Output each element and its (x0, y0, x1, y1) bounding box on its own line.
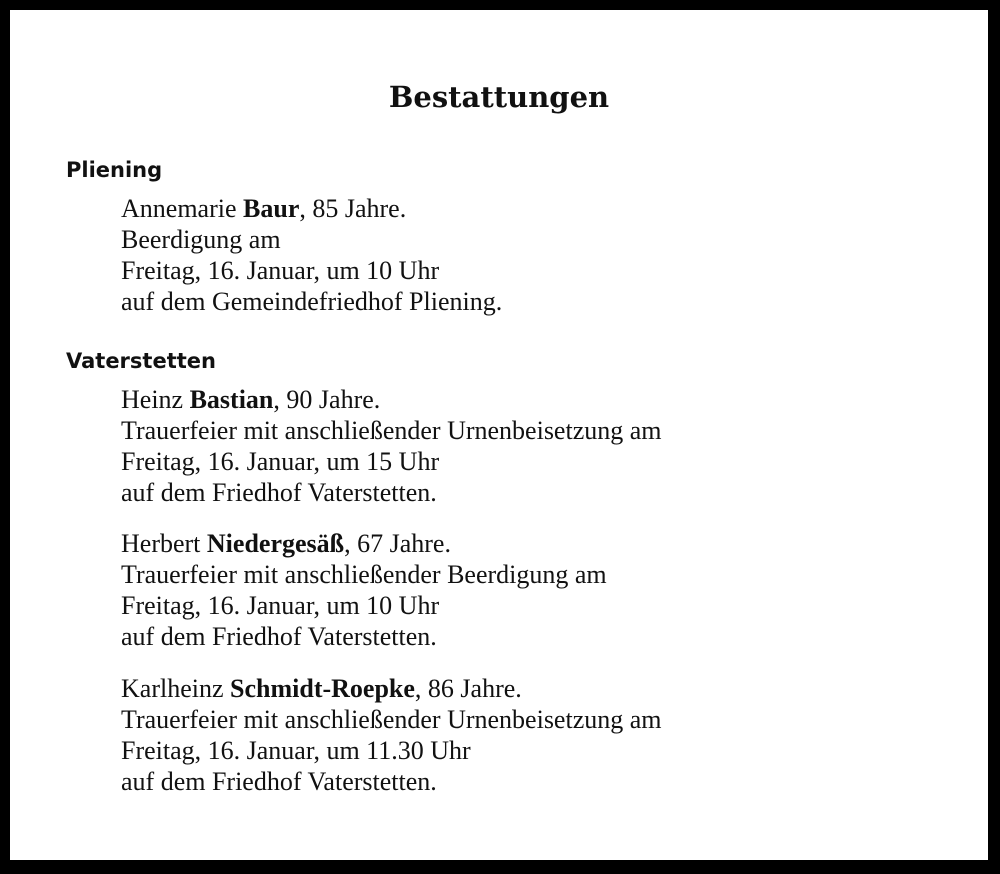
entry-date-time: Freitag, 16. Januar, um 10 Uhr (121, 256, 440, 285)
entry-location: auf dem Gemeindefriedhof Pliening. (121, 287, 503, 316)
entry-age: , 85 Jahre. (299, 194, 407, 223)
entry-location: auf dem Friedhof Vaterstetten. (121, 767, 437, 796)
entry-ceremony: Trauerfeier mit anschließender Urnenbeisetzung am (121, 416, 662, 445)
section-heading-pliening: Pliening (66, 158, 163, 182)
entry-name-line (121, 384, 662, 415)
obituary-notice-page (10, 10, 988, 860)
entry-last-name: Baur (243, 194, 300, 223)
entry-location: auf dem Friedhof Vaterstetten. (121, 622, 437, 651)
entry-name-line (121, 193, 502, 224)
entry-age: , 67 Jahre. (344, 529, 451, 558)
burial-entry-schmidt-roepke (121, 673, 662, 797)
entry-first-name: Heinz (121, 385, 184, 414)
entry-ceremony: Beerdigung am (121, 225, 281, 254)
entry-age: , 86 Jahre. (414, 674, 522, 703)
entry-ceremony: Trauerfeier mit anschließender Urnenbeisetzung am (121, 705, 662, 734)
entry-name-line (121, 528, 607, 559)
entry-date-time: Freitag, 16. Januar, um 11.30 Uhr (121, 736, 471, 765)
entry-last-name: Schmidt-Roepke (230, 674, 415, 703)
entry-last-name: Niedergesäß (206, 529, 345, 558)
entry-name-line (121, 673, 662, 704)
entry-last-name: Bastian (189, 385, 274, 414)
burial-entry-baur (121, 193, 502, 317)
section-heading-vaterstetten: Vaterstetten (66, 349, 216, 373)
entry-location: auf dem Friedhof Vaterstetten. (121, 478, 437, 507)
entry-age: , 90 Jahre. (273, 385, 381, 414)
entry-first-name: Herbert (121, 529, 201, 558)
entry-date-time: Freitag, 16. Januar, um 15 Uhr (121, 447, 440, 476)
burial-entry-niedergesaess (121, 528, 607, 652)
entry-first-name: Annemarie (121, 194, 237, 223)
entry-date-time: Freitag, 16. Januar, um 10 Uhr (121, 591, 440, 620)
burial-entry-bastian (121, 384, 662, 508)
entry-first-name: Karlheinz (121, 674, 224, 703)
entry-ceremony: Trauerfeier mit anschließender Beerdigung am (121, 560, 607, 589)
page-title: Bestattungen (388, 80, 610, 114)
